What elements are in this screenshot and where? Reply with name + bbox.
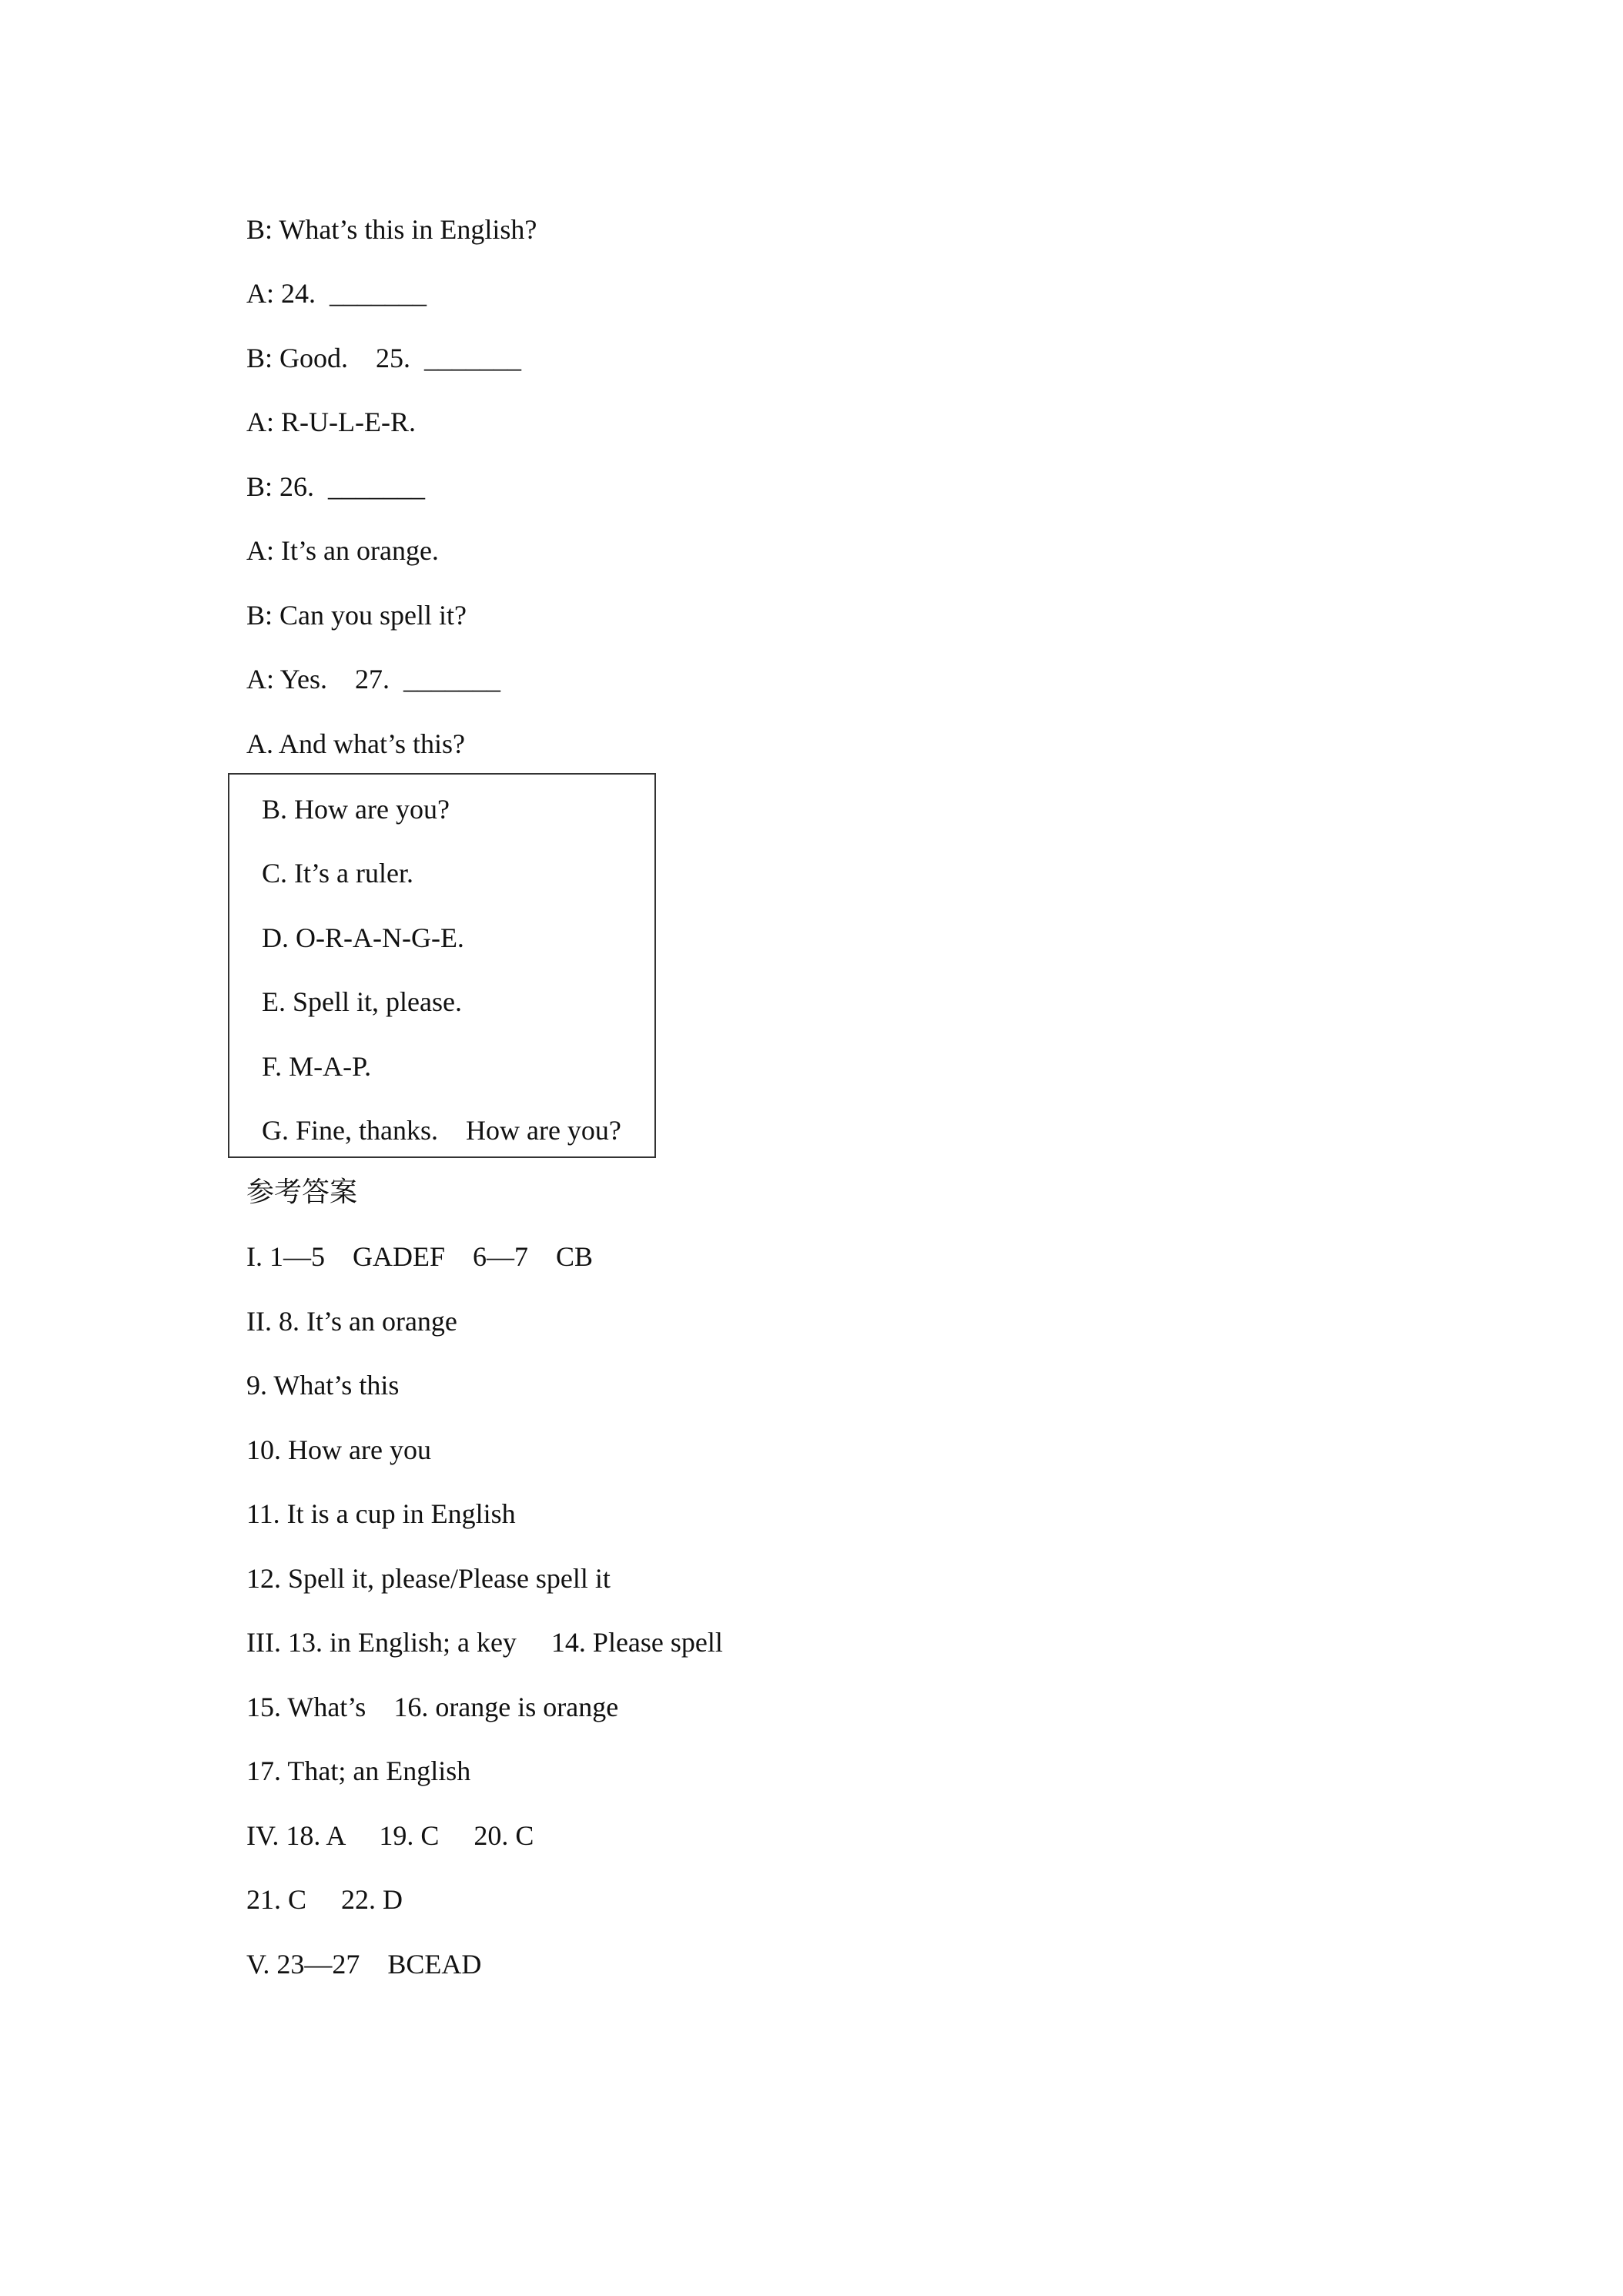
answer-line: IV. 18. A 19. C 20. C xyxy=(246,1820,534,1851)
answers-heading: 参考答案 xyxy=(246,1176,358,1208)
dialogue-line: A: 24. _______ xyxy=(246,278,427,309)
answer-line: 11. It is a cup in English xyxy=(246,1498,516,1529)
answer-line: 15. What’s 16. orange is orange xyxy=(246,1692,619,1722)
dialogue-line: A: Yes. 27. _______ xyxy=(246,664,501,694)
dialogue-line: B: Can you spell it? xyxy=(246,600,467,631)
option-item: E. Spell it, please. xyxy=(262,986,462,1017)
dialogue-line: B: What’s this in English? xyxy=(246,214,537,245)
option-item: G. Fine, thanks. How are you? xyxy=(262,1115,621,1146)
answer-line: 12. Spell it, please/Please spell it xyxy=(246,1563,611,1594)
option-item: C. It’s a ruler. xyxy=(262,858,413,889)
answer-line: V. 23—27 BCEAD xyxy=(246,1949,482,1980)
option-item: F. M-A-P. xyxy=(262,1051,372,1082)
option-a: A. And what’s this? xyxy=(246,728,465,759)
answer-line: 21. C 22. D xyxy=(246,1884,403,1915)
dialogue-line: B: Good. 25. _______ xyxy=(246,343,522,373)
answer-line: II. 8. It’s an orange xyxy=(246,1306,457,1337)
option-item: B. How are you? xyxy=(262,794,450,825)
answer-line: 9. What’s this xyxy=(246,1370,400,1401)
answer-line: III. 13. in English; a key 14. Please spell xyxy=(246,1627,723,1658)
dialogue-line: A: It’s an orange. xyxy=(246,535,439,566)
options-box xyxy=(228,773,656,1158)
answer-line: 10. How are you xyxy=(246,1434,431,1465)
dialogue-line: B: 26. _______ xyxy=(246,471,426,502)
answer-line: 17. That; an English xyxy=(246,1755,471,1786)
option-item: D. O-R-A-N-G-E. xyxy=(262,922,464,953)
dialogue-line: A: R-U-L-E-R. xyxy=(246,407,416,437)
answer-line: I. 1—5 GADEF 6—7 CB xyxy=(246,1241,594,1272)
